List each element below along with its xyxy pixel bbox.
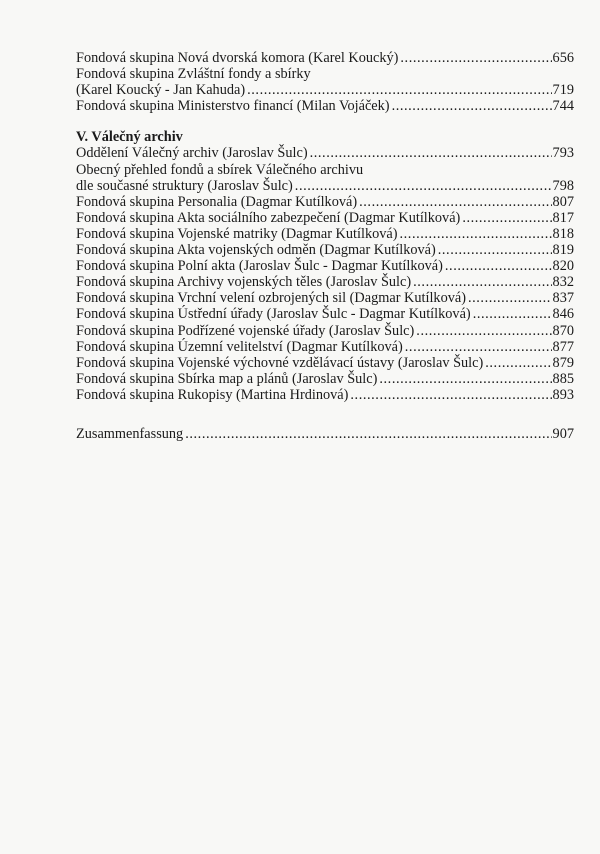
- toc-entry: [76, 355, 574, 371]
- dot-leader: [310, 145, 552, 161]
- toc-entry: [76, 50, 574, 66]
- toc-entry-title: Fondová skupina Archivy vojenských těles (Jaroslav Šulc): [76, 274, 412, 291]
- dot-leader: [400, 50, 551, 66]
- toc-entry: [76, 82, 574, 98]
- toc-entry-page: 719: [552, 82, 574, 99]
- toc-entry: [76, 387, 574, 403]
- spacer: [76, 403, 574, 426]
- toc-entry-page: 807: [552, 193, 574, 210]
- toc-entry-title: Fondová skupina Ministerstvo financí (Milan Vojáček): [76, 98, 390, 115]
- toc-entry-title: Oddělení Válečný archiv (Jaroslav Šulc): [76, 145, 308, 162]
- toc-entry: [76, 210, 574, 226]
- toc-entry: [76, 258, 574, 274]
- toc-entry-title-line: Fondová skupina Zvláštní fondy a sbírky: [76, 66, 311, 83]
- toc-entry-title: Fondová skupina Personalia (Dagmar Kutílková): [76, 193, 358, 210]
- toc-entry: [76, 178, 574, 194]
- toc-entry-page: 879: [552, 354, 574, 371]
- toc-entry-page: 656: [552, 50, 574, 66]
- toc-entry-page: 832: [552, 274, 574, 291]
- toc-entry-title: dle současné struktury (Jaroslav Šulc): [76, 177, 293, 194]
- toc-entry-title: Fondová skupina Podřízené vojenské úřady (Jaroslav Šulc): [76, 322, 415, 339]
- toc-entry-page: 870: [552, 322, 574, 339]
- toc-entry-title: Fondová skupina Nová dvorská komora (Karel Koucký): [76, 50, 399, 66]
- dot-leader: [350, 387, 551, 403]
- toc-entry: [76, 274, 574, 290]
- toc-entry: [76, 306, 574, 322]
- toc-entry-page: 798: [552, 177, 574, 194]
- dot-leader: [247, 82, 551, 98]
- dot-leader: [379, 371, 551, 387]
- dot-leader: [485, 355, 551, 371]
- toc-entry-page: 820: [552, 258, 574, 275]
- toc-entry: [76, 194, 574, 210]
- dot-leader: [185, 426, 551, 442]
- dot-leader: [445, 258, 552, 274]
- dot-leader: [413, 274, 551, 290]
- toc-entry: [76, 371, 574, 387]
- section-heading: V. Válečný archiv: [76, 129, 183, 146]
- toc-entry-title: Fondová skupina Vojenské matriky (Dagmar Kutílková): [76, 225, 398, 242]
- toc-entry-title: Zusammenfassung: [76, 425, 184, 442]
- toc-entry-title: Fondová skupina Vrchní velení ozbrojených sil (Dagmar Kutílková): [76, 290, 466, 307]
- toc-entry: [76, 290, 574, 306]
- toc-entry-page: 846: [552, 306, 574, 323]
- dot-leader: [468, 290, 552, 306]
- toc-entry: [76, 242, 574, 258]
- dot-leader: [473, 306, 552, 322]
- toc-entry-title: Fondová skupina Ústřední úřady (Jaroslav Šulc - Dagmar Kutílková): [76, 306, 471, 323]
- dot-leader: [438, 242, 552, 258]
- toc-entry-title: Fondová skupina Vojenské výchovné vzdělávací ústavy (Jaroslav Šulc): [76, 354, 484, 371]
- dot-leader: [416, 323, 551, 339]
- toc-entry-title: Fondová skupina Sbírka map a plánů (Jaroslav Šulc): [76, 370, 378, 387]
- toc-entry-title-line: Obecný přehled fondů a sbírek Válečného archivu: [76, 161, 364, 178]
- toc-entry-page: 818: [552, 225, 574, 242]
- toc-entry-summary: [76, 426, 574, 442]
- toc-entry: [76, 339, 574, 355]
- toc-entry-page: 885: [552, 370, 574, 387]
- dot-leader: [405, 339, 552, 355]
- dot-leader: [295, 178, 552, 194]
- table-of-contents: [76, 50, 574, 442]
- toc-entry-page: 817: [552, 209, 574, 226]
- toc-entry: [76, 323, 574, 339]
- dot-leader: [400, 226, 552, 242]
- toc-entry-title: (Karel Koucký - Jan Kahuda): [76, 82, 246, 99]
- toc-entry-title: Fondová skupina Polní akta (Jaroslav Šulc - Dagmar Kutílková): [76, 258, 443, 275]
- toc-entry: [76, 226, 574, 242]
- toc-entry-page: 837: [552, 290, 574, 307]
- toc-entry-page: 744: [552, 98, 574, 115]
- toc-entry-page: 793: [552, 145, 574, 162]
- toc-entry-title: Fondová skupina Akta vojenských odměn (Dagmar Kutílková): [76, 242, 436, 259]
- toc-entry: [76, 98, 574, 114]
- toc-entry-title: Fondová skupina Územní velitelství (Dagmar Kutílková): [76, 338, 403, 355]
- toc-entry-title: Fondová skupina Akta sociálního zabezpečení (Dagmar Kutílková): [76, 209, 461, 226]
- toc-entry-page: 893: [552, 386, 574, 403]
- toc-entry: [76, 145, 574, 161]
- toc-entry-page: 877: [552, 338, 574, 355]
- dot-leader: [359, 194, 551, 210]
- toc-entry-title: Fondová skupina Rukopisy (Martina Hrdinová): [76, 386, 349, 403]
- dot-leader: [462, 210, 551, 226]
- toc-entry-page: 907: [552, 425, 574, 442]
- dot-leader: [392, 98, 552, 114]
- toc-entry-page: 819: [552, 242, 574, 259]
